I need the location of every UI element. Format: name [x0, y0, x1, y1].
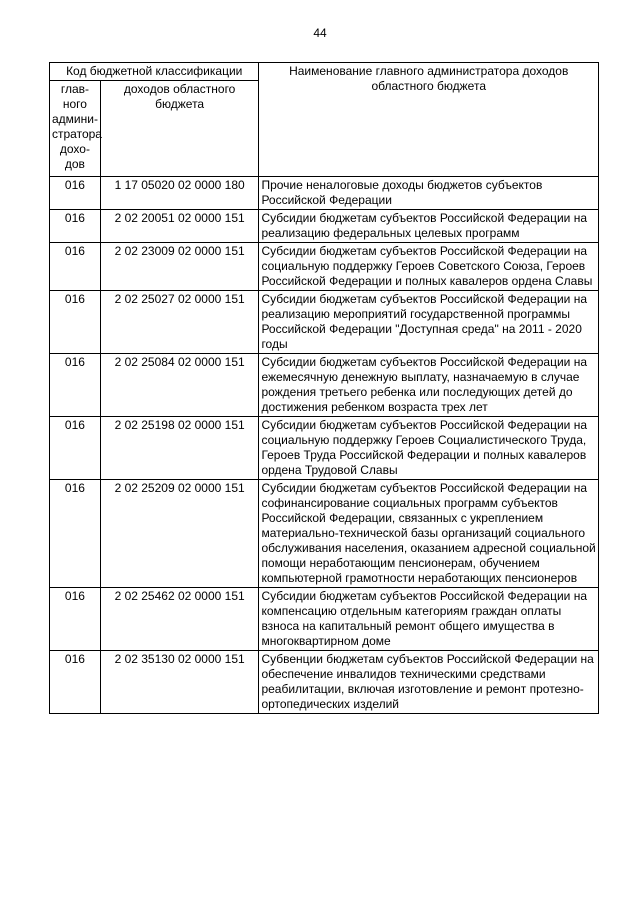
income-code-cell: 2 02 23009 02 0000 151 — [100, 243, 259, 291]
header-administrator-name: Наименование главного администратора доходов областного бюджета — [259, 63, 599, 177]
table-row — [50, 354, 599, 417]
income-code-cell: 2 02 25084 02 0000 151 — [100, 354, 259, 417]
income-code-cell: 2 02 25462 02 0000 151 — [100, 588, 259, 651]
admin-code-cell: 016 — [50, 243, 101, 291]
table-row — [50, 588, 599, 651]
header-income-code: доходов областного бюджета — [100, 81, 259, 177]
admin-code-cell: 016 — [50, 651, 101, 714]
income-name-cell: Субсидии бюджетам субъектов Российской Федерации на ежемесячную денежную выплату, назначаемую в случае рождения третьего ребенка или последующих детей до достижения ребенком возраста трех лет — [259, 354, 599, 417]
page-number: 44 — [313, 26, 327, 40]
table-row — [50, 291, 599, 354]
admin-code-cell: 016 — [50, 177, 101, 210]
income-code-cell: 2 02 25209 02 0000 151 — [100, 480, 259, 588]
income-name-cell: Субсидии бюджетам субъектов Российской Федерации на софинансирование социальных программ субъектов Российской Федерации, связанных с укреплением материально-технической базы организаций социального обслуживания населения, оказанием адресной социальной помощи неработающим пенсионерам, обучением компьютерной грамотности неработающих пенсионеров — [259, 480, 599, 588]
income-name-cell: Субвенции бюджетам субъектов Российской Федерации на обеспечение инвалидов техническими средствами реабилитации, включая изготовление и ремонт протезно-ортопедических изделий — [259, 651, 599, 714]
income-code-cell: 1 17 05020 02 0000 180 — [100, 177, 259, 210]
admin-code-cell: 016 — [50, 588, 101, 651]
income-code-cell: 2 02 35130 02 0000 151 — [100, 651, 259, 714]
income-name-cell: Субсидии бюджетам субъектов Российской Федерации на социальную поддержку Героев Советского Союза, Героев Российской Федерации и полных кавалеров ордена Славы — [259, 243, 599, 291]
admin-code-cell: 016 — [50, 291, 101, 354]
table-row — [50, 417, 599, 480]
income-code-cell: 2 02 25027 02 0000 151 — [100, 291, 259, 354]
table-row — [50, 210, 599, 243]
table-row — [50, 243, 599, 291]
admin-code-cell: 016 — [50, 354, 101, 417]
header-classification-code: Код бюджетной классификации — [50, 63, 259, 81]
table-row — [50, 651, 599, 714]
income-code-cell: 2 02 25198 02 0000 151 — [100, 417, 259, 480]
table-row — [50, 177, 599, 210]
income-name-cell: Субсидии бюджетам субъектов Российской Федерации на реализацию федеральных целевых программ — [259, 210, 599, 243]
admin-code-cell: 016 — [50, 210, 101, 243]
income-code-cell: 2 02 20051 02 0000 151 — [100, 210, 259, 243]
table-row — [50, 480, 599, 588]
budget-classification-table — [49, 62, 599, 714]
income-name-cell: Субсидии бюджетам субъектов Российской Федерации на компенсацию отдельным категориям граждан оплаты взноса на капитальный ремонт общего имущества в многоквартирном доме — [259, 588, 599, 651]
header-chief-administrator: глав-ного админи-стратора дохо-дов — [50, 81, 101, 177]
admin-code-cell: 016 — [50, 417, 101, 480]
income-name-cell: Прочие неналоговые доходы бюджетов субъектов Российской Федерации — [259, 177, 599, 210]
income-name-cell: Субсидии бюджетам субъектов Российской Федерации на социальную поддержку Героев Социалистического Труда, Героев Труда Российской Федерации и полных кавалеров ордена Трудовой Славы — [259, 417, 599, 480]
admin-code-cell: 016 — [50, 480, 101, 588]
income-name-cell: Субсидии бюджетам субъектов Российской Федерации на реализацию мероприятий государственной программы Российской Федерации "Доступная среда" на 2011 - 2020 годы — [259, 291, 599, 354]
